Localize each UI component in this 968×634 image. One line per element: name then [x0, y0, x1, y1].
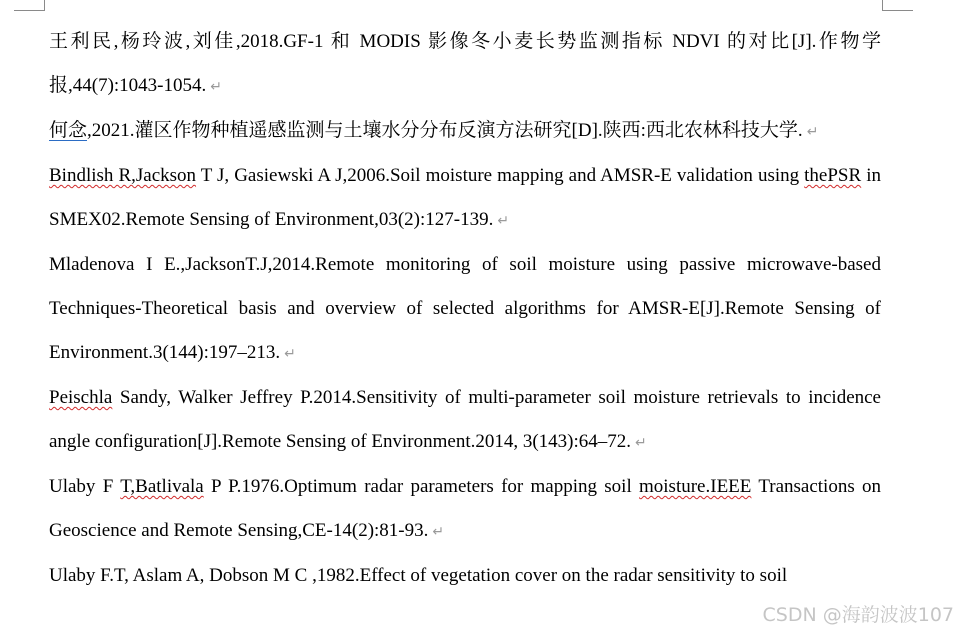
- reference-list: [49, 20, 881, 598]
- page-corner-mark-left: [14, 0, 45, 11]
- reference-text: Ulaby F: [49, 476, 121, 497]
- reference-text: in SMEX02.Remote Sensing of Environment,03(2):127-139.: [49, 165, 882, 230]
- reference-bindlish-2006: [49, 154, 881, 243]
- paragraph-mark-icon: ↵: [284, 346, 296, 362]
- reference-text: Mladenova I E.,JacksonT.J,2014.Remote monitoring of soil moisture using passive microwave-based Techniques-Theoretical basis and overview of selected algorithms for AMSR-E[J].Remote Sensing of Environment.3(144):197–213.: [49, 254, 881, 363]
- paragraph-mark-icon: ↵: [432, 524, 445, 540]
- reference-ulaby-1976: [49, 465, 881, 554]
- reference-mladenova-2014: [49, 243, 881, 376]
- reference-ulaby-1982: [49, 554, 881, 598]
- reference-text: ,2021.灌区作物种植遥感监测与土壤水分分布反演方法研究[D].陕西:西北农林科技大学.: [87, 120, 803, 141]
- reference-peischla-2014: [49, 376, 881, 465]
- paragraph-mark-icon: ↵: [806, 124, 819, 140]
- paragraph-mark-icon: ↵: [635, 435, 647, 451]
- spellcheck-flagged-text[interactable]: Bindlish R,Jackson: [49, 165, 197, 186]
- reference-text: Transactions on Geoscience and Remote Sensing,CE-14(2):81-93.: [49, 476, 881, 541]
- spellcheck-flagged-text[interactable]: Peischla: [49, 387, 113, 408]
- reference-text: 王利民,杨玲波,刘佳,2018.GF-1 和 MODIS 影像冬小麦长势监测指标 NDVI 的对比[J].作物学报,44(7):1043-1054.: [49, 31, 881, 96]
- spellcheck-flagged-text[interactable]: T,Batlivala: [120, 476, 204, 497]
- reference-text: Ulaby F.T, Aslam A, Dobson M C ,1982.Effect of vegetation cover on the radar sensitivity to soil: [49, 565, 788, 586]
- paragraph-mark-icon: ↵: [497, 213, 510, 229]
- reference-he-2021: [49, 109, 881, 154]
- page-corner-mark-right: [882, 0, 913, 11]
- watermark: CSDN @海韵波波107: [762, 604, 954, 626]
- spellcheck-flagged-text[interactable]: thePSR: [804, 165, 862, 186]
- paragraph-mark-icon: ↵: [210, 79, 222, 95]
- reference-wang-2018: [49, 20, 881, 109]
- spellcheck-flagged-text[interactable]: moisture.IEEE: [639, 476, 752, 497]
- reference-text: P P.1976.Optimum radar parameters for mapping soil: [203, 476, 639, 497]
- author-link[interactable]: 何念: [49, 120, 88, 141]
- reference-text: Sandy, Walker Jeffrey P.2014.Sensitivity of multi-parameter soil moisture retrievals to incidence angle configuration[J].Remote Sensing of Environment.2014, 3(143):64–72.: [49, 387, 881, 452]
- reference-text: T J, Gasiewski A J,2006.Soil moisture mapping and AMSR-E validation using: [196, 165, 805, 186]
